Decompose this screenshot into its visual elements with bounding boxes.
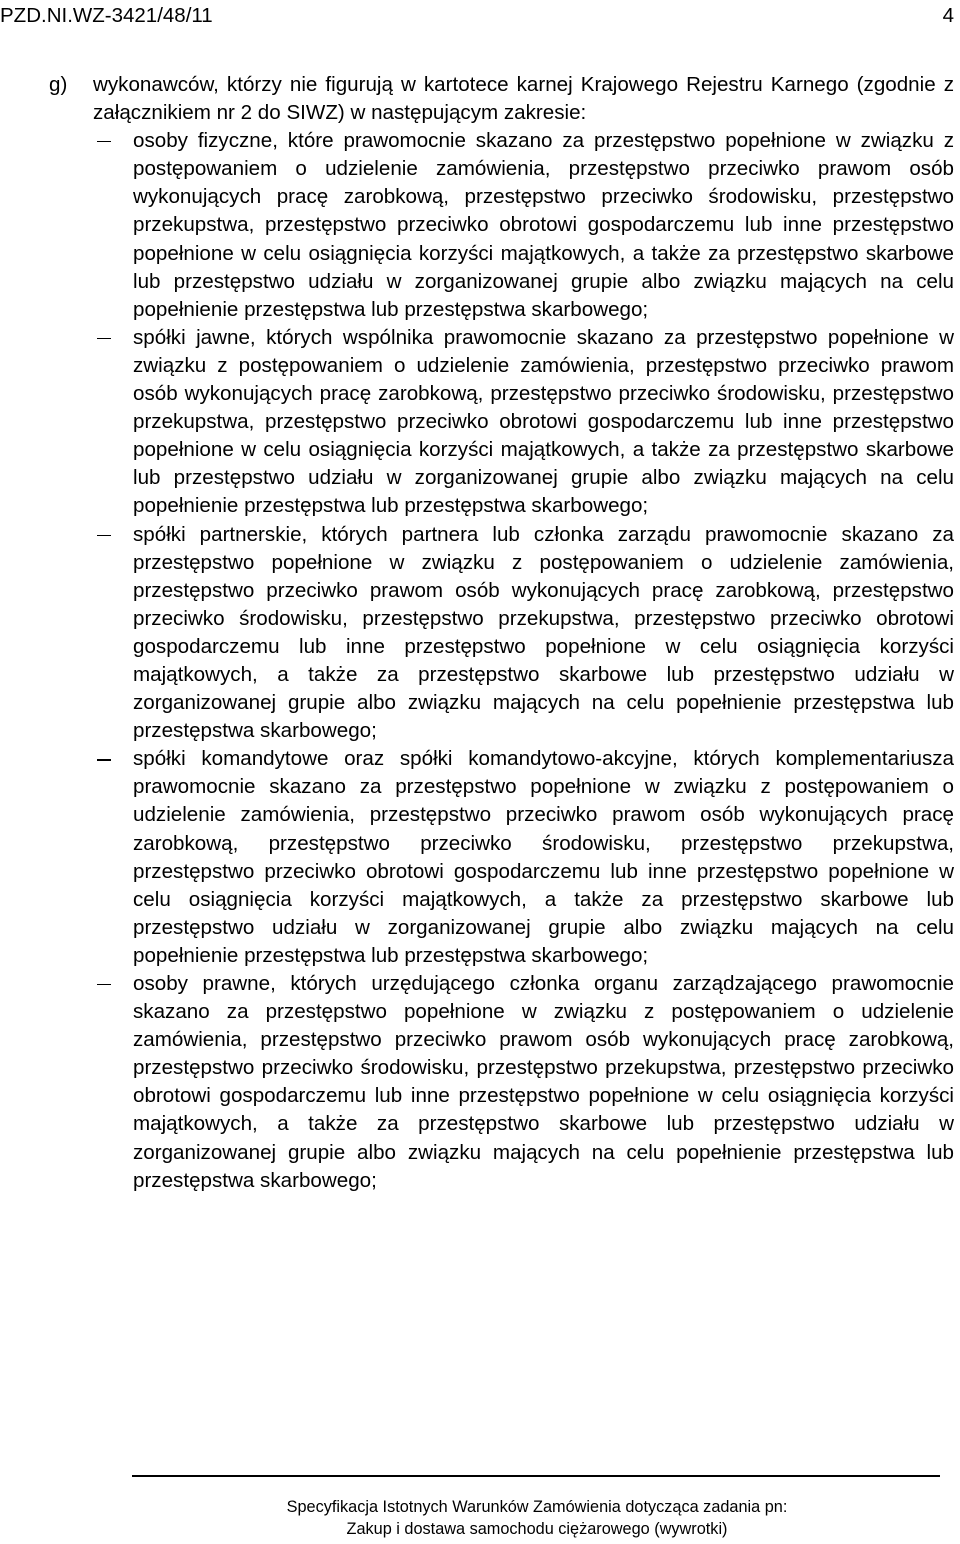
footer-line-1: Specyfikacja Istotnych Warunków Zamówienia dotycząca zadania pn: (286, 1498, 788, 1516)
offense-list (0, 127, 960, 1195)
dash-bullet (97, 535, 111, 536)
dash-bullet (97, 759, 111, 760)
section-g (0, 71, 954, 127)
list-item (0, 745, 954, 970)
list-item (0, 324, 954, 521)
document-body (0, 71, 960, 1195)
list-item (0, 127, 954, 324)
list-item-text: spółki komandytowe oraz spółki komandytowo-akcyjne, których komplementariusza prawomocnie skazano za przestępstwo popełnione w związku z postępowaniem o udzielenie zamówienia, przestępstwo przeciwko prawom osób wykonujących pracę zarobkową, przestępstwo przeciwko środowisku, przestępstwo przekupstwa, przestępstwo przeciwko obrotowi gospodarczemu lub inne przestępstwo popełnione w celu osiągnięcia korzyści majątkowych, a także za przestępstwo skarbowe lub przestępstwo udziału w zorganizowanej grupie albo związku mających na celu popełnienie przestępstwa lub przestępstwa skarbowego; (133, 747, 954, 967)
section-marker: g) (49, 73, 68, 96)
list-item-text: spółki partnerskie, których partnera lub członka zarządu prawomocnie skazano za przestępstwo popełnione w związku z postępowaniem o udzielenie zamówienia, przestępstwo przeciwko prawom osób wykonujących pracę zarobkową, przestępstwo przeciwko środowisku, przestępstwo przekupstwa, przestępstwo przeciwko obrotowi gospodarczemu lub inne przestępstwo popełnione w celu osiągnięcia korzyści majątkowych, a także za przestępstwo skarbowe lub przestępstwo udziału w zorganizowanej grupie albo związku mających na celu popełnienie przestępstwa lub przestępstwa skarbowego; (133, 522, 954, 743)
document-reference: PZD.NI.WZ-3421/48/11 (0, 4, 213, 27)
page-footer (0, 1496, 960, 1540)
section-intro: wykonawców, którzy nie figurują w kartotece karnej Krajowego Rejestru Karnego (zgodnie z załącznikiem nr 2 do SIWZ) w następującym zakresie: (93, 73, 954, 125)
list-item (0, 521, 954, 746)
list-item-text: osoby prawne, których urzędującego członka organu zarządzającego prawomocnie skazano za przestępstwo popełnione w związku z postępowaniem o udzielenie zamówienia, przestępstwo przeciwko prawom osób wykonujących pracę zarobkową, przestępstwo przeciwko środowisku, przestępstwo przekupstwa, przestępstwo przeciwko obrotowi gospodarczemu lub inne przestępstwo popełnione w celu osiągnięcia korzyści majątkowych, a także za przestępstwo skarbowe lub przestępstwo udziału w zorganizowanej grupie albo związku mających na celu popełnienie przestępstwa lub przestępstwa skarbowego; (133, 972, 954, 1192)
dash-bullet (97, 141, 111, 142)
list-item (0, 970, 954, 1195)
dash-bullet (97, 338, 111, 339)
dash-bullet (97, 984, 111, 985)
footer-divider (132, 1475, 940, 1477)
list-item-text: spółki jawne, których wspólnika prawomocnie skazano za przestępstwo popełnione w związku z postępowaniem o udzielenie zamówienia, przestępstwo przeciwko prawom osób wykonujących pracę zarobkową, przestępstwo przeciwko środowisku, przestępstwo przekupstwa, przestępstwo przeciwko obrotowi gospodarczemu lub inne przestępstwo popełnione w celu osiągnięcia korzyści majątkowych, a także za przestępstwo skarbowe lub przestępstwo udziału w zorganizowanej grupie albo związku mających na celu popełnienie przestępstwa lub przestępstwa skarbowego; (133, 325, 954, 518)
page-header (0, 2, 954, 30)
footer-line-2: Zakup i dostawa samochodu ciężarowego (wywrotki) (346, 1520, 728, 1538)
list-item-text: osoby fizyczne, które prawomocnie skazano za przestępstwo popełnione w związku z postępowaniem o udzielenie zamówienia, przestępstwo przeciwko prawom osób wykonujących pracę zarobkową, przestępstwo przeciwko środowisku, przestępstwo przekupstwa, przestępstwo przeciwko obrotowi gospodarczemu lub inne przestępstwo popełnione w celu osiągnięcia korzyści majątkowych, a także za przestępstwo skarbowe lub przestępstwo udziału w zorganizowanej grupie albo związku mających na celu popełnienie przestępstwa lub przestępstwa skarbowego; (133, 129, 954, 321)
page-number: 4 (942, 4, 954, 27)
